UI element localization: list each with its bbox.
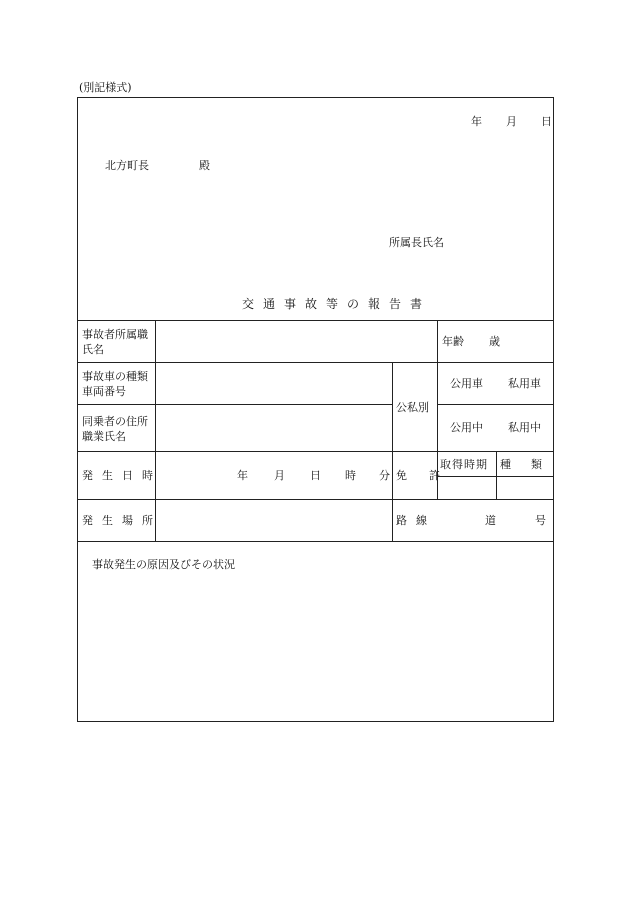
datetime-month: 月 xyxy=(274,469,285,482)
cause-label-text: 事故発生の原因及びその状況 xyxy=(92,558,235,571)
report-form xyxy=(77,97,562,722)
person-label-line2: 氏名 xyxy=(82,343,104,356)
rule xyxy=(78,320,553,321)
type-label: 種類 xyxy=(500,458,562,471)
rule xyxy=(78,451,553,452)
location-label: 発生場所 xyxy=(82,514,162,527)
rule xyxy=(78,541,553,542)
date-day: 日 xyxy=(541,115,552,128)
superior-name-label: 所属長氏名 xyxy=(389,236,444,249)
vehicle-public: 公用車 xyxy=(450,377,483,390)
public-private-label: 公私別 xyxy=(396,401,429,414)
rule xyxy=(496,451,497,499)
datetime-minute: 分 xyxy=(379,469,390,482)
age-label: 年齢 xyxy=(442,335,464,348)
person-label xyxy=(82,327,148,357)
duty-private: 私用中 xyxy=(508,421,541,434)
license-label: 免許 xyxy=(396,469,462,482)
rule xyxy=(437,404,553,405)
honorific: 殿 xyxy=(199,159,210,172)
duty-public: 公用中 xyxy=(450,421,483,434)
rule xyxy=(78,362,553,363)
datetime-year: 年 xyxy=(237,469,248,482)
passenger-label-line2: 職業氏名 xyxy=(82,430,126,443)
vehicle-label-line1: 事故車の種類 xyxy=(82,370,148,383)
datetime-label: 発生日時 xyxy=(82,469,162,482)
road-label: 道 xyxy=(485,514,496,527)
form-caption: (別記様式) xyxy=(79,81,132,94)
datetime-day: 日 xyxy=(310,469,321,482)
rule xyxy=(155,320,156,541)
form-title: 交通事故等の報告書 xyxy=(242,297,432,311)
passenger-label xyxy=(82,414,148,444)
date-month: 月 xyxy=(506,115,517,128)
number-label: 号 xyxy=(535,514,546,527)
date-year: 年 xyxy=(471,115,482,128)
acquired-label: 取得時期 xyxy=(440,458,488,471)
age-unit: 歳 xyxy=(489,335,500,348)
vehicle-private: 私用車 xyxy=(508,377,541,390)
route-label: 路線 xyxy=(396,514,436,527)
vehicle-label xyxy=(82,369,148,399)
rule xyxy=(392,362,393,541)
datetime-hour: 時 xyxy=(345,469,356,482)
rule xyxy=(78,499,553,500)
addressee: 北方町長 xyxy=(105,159,149,172)
rule xyxy=(78,404,392,405)
vehicle-label-line2: 車両番号 xyxy=(82,385,126,398)
person-label-line1: 事故者所属職 xyxy=(82,328,148,341)
passenger-label-line1: 同乗者の住所 xyxy=(82,415,148,428)
